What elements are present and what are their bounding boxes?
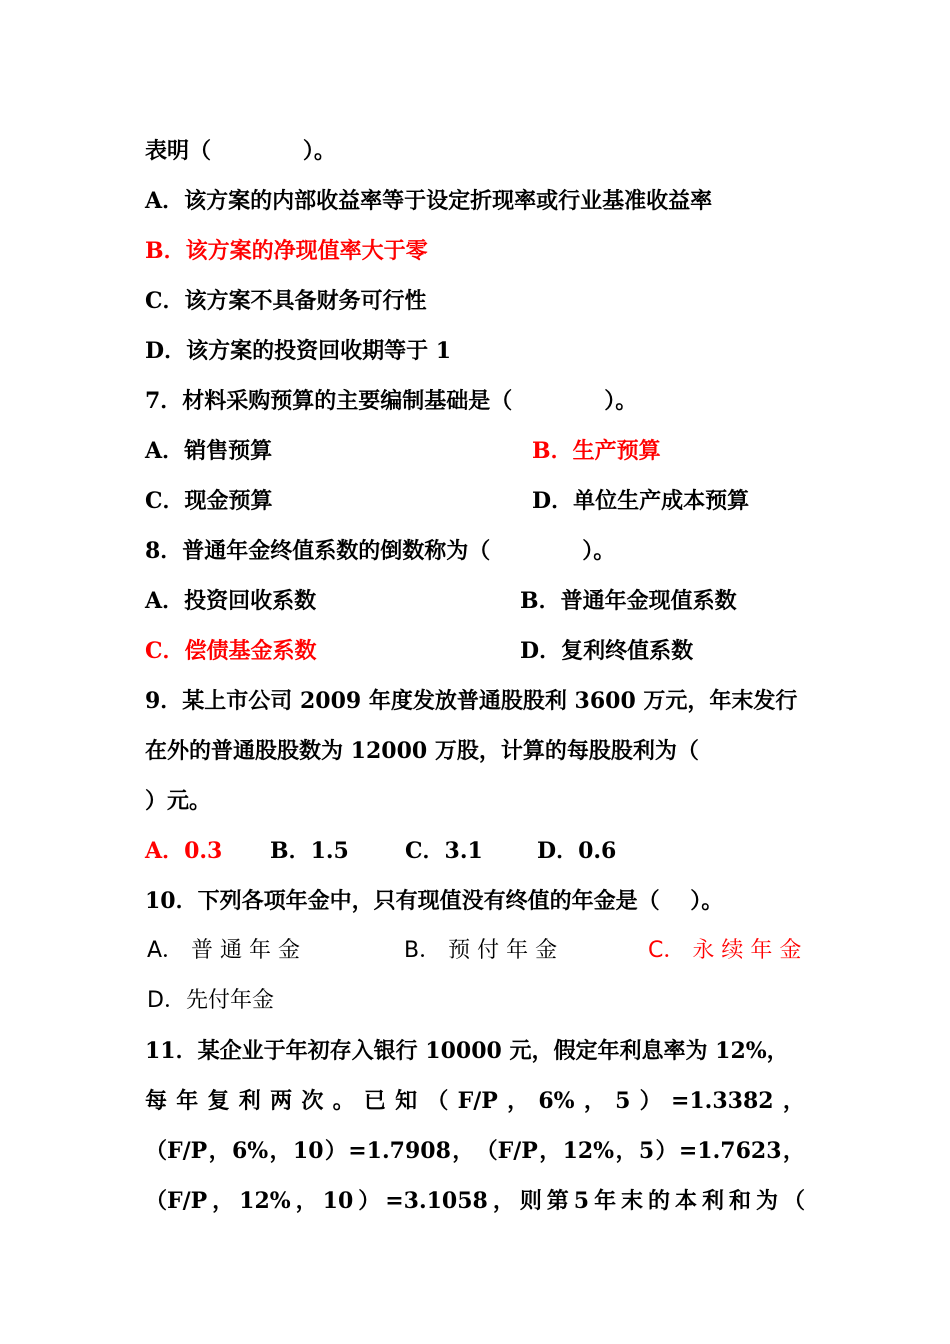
q11-line3-token: ，: [208, 1138, 231, 1164]
q10-stem: 10．下列各项年金中，只有现值没有终值的年金是（ ）。: [145, 888, 724, 914]
q9-stem-line1: 9．某上市公司 2009 年度发放普通股股利 3600 万元，年末发行: [145, 688, 798, 714]
q9-option-d: D．0.6: [537, 838, 617, 864]
q11-line2-token: 6%: [538, 1088, 575, 1114]
q11-line4-token: 的: [648, 1188, 671, 1214]
q11-line4-token: 为: [755, 1188, 778, 1214]
q11-line3-token: ）: [655, 1138, 678, 1164]
q7-option-a: A．销售预算: [145, 438, 273, 464]
q11-line2-token: 每: [145, 1088, 168, 1114]
q7-option-d: D．单位生产成本预算: [532, 488, 750, 514]
q11-line4-token: ，: [212, 1188, 235, 1214]
q10-option-b: B． 预 付 年 金: [404, 938, 558, 963]
q11-line2-token: =1.3382: [670, 1088, 774, 1114]
q11-line2-token: 。: [332, 1088, 355, 1114]
q11-line3-token: 12%: [562, 1138, 615, 1164]
q11-line3-token: 10: [292, 1138, 324, 1164]
q11-line2-token: ）: [639, 1088, 662, 1114]
q11-stem-line4: [145, 1184, 805, 1218]
q11-line4-token: =3.1058: [385, 1188, 488, 1214]
q11-line3-token: ，: [269, 1138, 292, 1164]
q11-line2-token: 利: [238, 1088, 261, 1114]
q11-line4-token: 年: [594, 1188, 617, 1214]
q11-stem-line3: [145, 1134, 805, 1168]
q11-line2-token: ，: [583, 1088, 606, 1114]
q11-line4-token: 第: [546, 1188, 569, 1214]
q11-line3-token: ）: [324, 1138, 347, 1164]
q11-line3-token: ，: [539, 1138, 562, 1164]
q7-stem: 7．材料采购预算的主要编制基础是（ ）。: [145, 388, 638, 414]
q11-line4-token: 则: [519, 1188, 542, 1214]
q8-stem: 8．普通年金终值系数的倒数称为（ ）。: [145, 538, 616, 564]
q11-line2-token: 已: [363, 1088, 386, 1114]
q9-stem-line3: ）元。: [145, 788, 212, 814]
q8-option-d: D．复利终值系数: [520, 638, 694, 664]
q10-option-a: A． 普 通 年 金: [147, 938, 301, 963]
q11-line3-token: =1.7623: [678, 1138, 782, 1164]
q11-line3-token: 6%: [231, 1138, 269, 1164]
q11-line4-token: 利: [702, 1188, 725, 1214]
q6-option-a: A．该方案的内部收益率等于设定折现率或行业基准收益率: [145, 188, 713, 214]
q11-stem-line1: 11．某企业于年初存入银行 10000 元，假定年利息率为 12%，: [145, 1038, 789, 1064]
q9-option-b: B．1.5: [270, 838, 349, 864]
q6-option-d: D．该方案的投资回收期等于 1: [145, 338, 452, 364]
q8-option-b: B．普通年金现值系数: [520, 588, 737, 614]
q9-option-a-answer: A．0.3: [145, 838, 223, 864]
q9-option-c: C．3.1: [405, 838, 483, 864]
q9-stem-line2: 在外的普通股股数为 12000 万股，计算的每股股利为（: [145, 738, 699, 764]
q10-option-d: D．先付年金: [147, 988, 274, 1013]
q11-line2-token: ，: [507, 1088, 530, 1114]
q11-line2-token: 复: [207, 1088, 230, 1114]
q11-line2-token: 5: [615, 1088, 631, 1114]
q7-option-b-answer: B．生产预算: [532, 438, 661, 464]
q11-line3-token: ，: [615, 1138, 638, 1164]
q11-line4-token: 和: [728, 1188, 751, 1214]
q7-option-c: C．现金预算: [145, 488, 273, 514]
q11-line4-token: ）: [358, 1188, 381, 1214]
q11-line4-token: 末: [621, 1188, 644, 1214]
q11-stem-line2: [145, 1084, 805, 1118]
q11-line3-token: =1.7908: [348, 1138, 451, 1164]
q6-option-c: C．该方案不具备财务可行性: [145, 288, 427, 314]
q6-stem-tail: 表明（ ）。: [145, 138, 336, 164]
q11-line3-token: ，: [782, 1138, 805, 1164]
q11-line4-token: 12%: [239, 1188, 291, 1214]
q11-line4-token: （: [782, 1188, 805, 1214]
q11-line4-token: 10: [322, 1188, 354, 1214]
q11-line3-token: ，: [452, 1138, 475, 1164]
q11-line4-token: （F/P: [145, 1188, 208, 1214]
q8-option-a: A．投资回收系数: [145, 588, 317, 614]
q11-line4-token: 5: [573, 1188, 590, 1214]
q10-option-c-answer: C． 永 续 年 金: [648, 938, 802, 963]
q11-line3-token: （F/P: [475, 1138, 538, 1164]
q11-line3-token: 5: [638, 1138, 655, 1164]
q11-line2-token: F/P: [457, 1088, 498, 1114]
q11-line2-token: ，: [782, 1088, 805, 1114]
q11-line2-token: 知: [395, 1088, 418, 1114]
q11-line2-token: 年: [176, 1088, 199, 1114]
q11-line3-token: （F/P: [145, 1138, 208, 1164]
q8-option-c-answer: C．偿债基金系数: [145, 638, 317, 664]
q11-line2-token: 次: [301, 1088, 324, 1114]
q11-line2-token: （: [426, 1088, 449, 1114]
q11-line4-token: 本: [675, 1188, 698, 1214]
q6-option-b-answer: B．该方案的净现值率大于零: [145, 238, 428, 264]
q11-line4-token: ，: [492, 1188, 515, 1214]
q11-line4-token: ，: [295, 1188, 318, 1214]
q11-line2-token: 两: [270, 1088, 293, 1114]
